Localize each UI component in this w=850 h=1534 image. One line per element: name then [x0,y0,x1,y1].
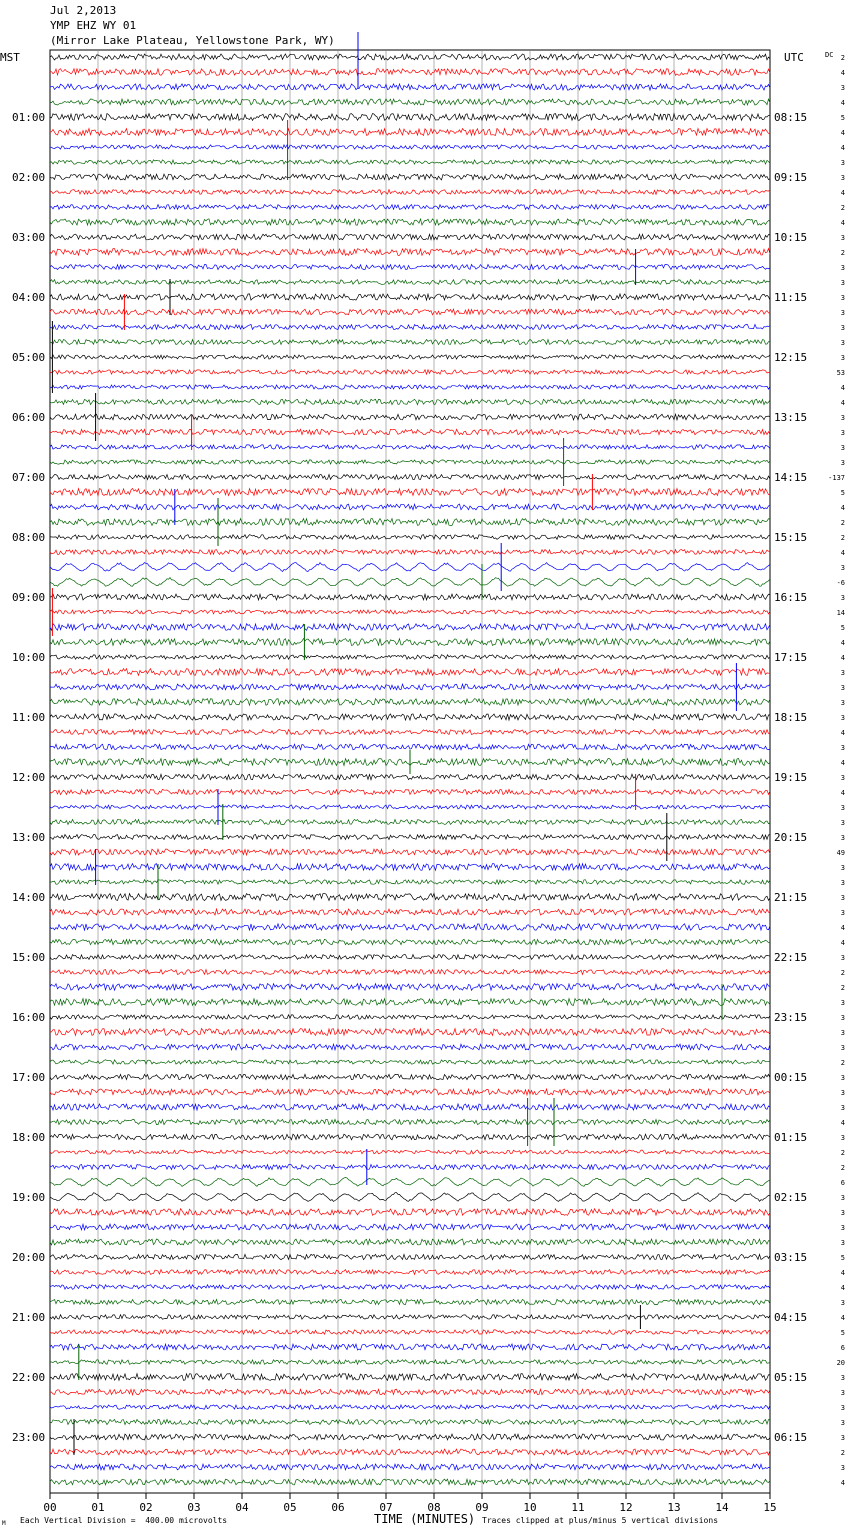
dc-offset-value: 3 [840,1464,845,1472]
utc-time-label: 16:15 [774,591,808,604]
dc-offset-value: 3 [840,1374,845,1382]
seismic-trace [50,1344,770,1350]
dc-offset-value: 3 [840,159,845,167]
mst-time-label: 15:00 [12,951,46,964]
scale-note: Each Vertical Division = 400.00 microvolts [20,1516,228,1525]
dc-offset-value: 5 [840,489,845,497]
dc-offset-value: 4 [840,924,845,932]
seismic-trace [50,1405,770,1409]
seismic-trace [50,1449,770,1455]
utc-time-label: 22:15 [774,951,808,964]
dc-offset-value: 3 [840,1224,845,1232]
seismic-trace [50,730,770,735]
seismic-trace [50,744,770,750]
mst-time-label: 21:00 [12,1311,46,1324]
dc-offset-value: 6 [840,1344,845,1352]
x-tick-label: 12 [619,1501,633,1514]
seismic-trace [50,999,770,1006]
x-tick-label: 02 [139,1501,153,1514]
dc-offset-value: 3 [840,354,845,362]
dc-offset-value: 2 [840,1164,845,1172]
mst-time-label: 19:00 [12,1191,46,1204]
mst-time-label: 01:00 [12,111,46,124]
dc-offset-value: 3 [840,1104,845,1112]
seismic-trace [50,69,770,76]
seismic-trace [50,84,770,90]
seismic-trace [50,414,770,420]
seismic-trace [50,835,770,840]
dc-offset-value: 3 [840,699,845,707]
seismic-trace [50,955,770,960]
seismic-trace [50,1165,770,1170]
utc-time-label: 12:15 [774,351,808,364]
seismic-trace [50,578,770,587]
clip-note: Traces clipped at plus/minus 5 vertical divisions [482,1516,719,1525]
station-location: (Mirror Lake Plateau, Yellowstone Park, WY) [50,34,335,47]
seismic-trace [50,1254,770,1259]
dc-offset-value: 2 [840,204,845,212]
seismic-trace [50,309,770,315]
utc-time-label: 02:15 [774,1191,808,1204]
dc-offset-value: 2 [840,1059,845,1067]
dc-offset-value: 2 [840,519,845,527]
seismic-trace [50,550,770,555]
seismic-trace [50,1134,770,1140]
dc-offset-value: 5 [840,624,845,632]
seismic-trace [50,699,770,706]
dc-offset-value: 3 [840,339,845,347]
seismic-trace [50,325,770,330]
dc-offset-value: 4 [840,129,845,137]
x-tick-label: 06 [331,1501,345,1514]
seismic-trace [50,445,770,449]
x-tick-label: 03 [187,1501,201,1514]
seismic-trace [50,145,770,149]
dc-offset-value: 2 [840,534,845,542]
dc-offset-value: 3 [840,714,845,722]
seismic-trace [50,1330,770,1334]
seismic-trace [50,1374,770,1381]
dc-offset-value: 2 [840,1149,845,1157]
x-tick-label: 15 [763,1501,777,1514]
seismic-trace [50,805,770,809]
x-tick-label: 08 [427,1501,441,1514]
mst-time-label: 08:00 [12,531,46,544]
utc-time-label: 21:15 [774,891,808,904]
seismic-trace [50,639,770,646]
x-tick-label: 09 [475,1501,489,1514]
seismic-trace [50,939,770,944]
mst-time-label: 17:00 [12,1071,46,1084]
seismic-trace [50,655,770,660]
mst-time-label: 02:00 [12,171,46,184]
dc-offset-value: 3 [840,684,845,692]
dc-offset-value: 3 [840,1014,845,1022]
seismic-trace [50,174,770,180]
seismic-trace [50,190,770,195]
seismic-trace [50,234,770,240]
seismic-trace [50,1239,770,1245]
dc-offset-value: 3 [840,279,845,287]
mst-axis-label: MST [0,51,20,64]
seismic-trace [50,1074,770,1079]
seismic-trace [50,984,770,991]
dc-offset-value: 3 [840,1089,845,1097]
dc-offset-value: 3 [840,1029,845,1037]
seismic-trace [50,460,770,464]
utc-time-label: 19:15 [774,771,808,784]
dc-offset-value: 4 [840,144,845,152]
corner-mark: M [2,1520,6,1527]
mst-time-label: 18:00 [12,1131,46,1144]
dc-offset-value: 4 [840,939,845,947]
x-tick-label: 14 [715,1501,729,1514]
seismic-trace [50,563,770,572]
utc-time-label: 09:15 [774,171,808,184]
seismic-trace [50,1270,770,1275]
dc-offset-value: 4 [840,759,845,767]
x-axis-ticks [43,1493,776,1514]
dc-offset-value: 3 [840,444,845,452]
dc-offset-value: 3 [840,1389,845,1397]
utc-time-label: 13:15 [774,411,808,424]
mst-time-label: 16:00 [12,1011,46,1024]
dc-offset-value: 3 [840,1044,845,1052]
seismic-trace [50,909,770,915]
seismic-trace [50,819,770,824]
dc-offset-value: 6 [840,1179,845,1187]
seismic-trace [50,294,770,300]
dc-offset-value: 3 [840,1194,845,1202]
dc-offset-value: 3 [840,414,845,422]
seismic-trace [50,1104,770,1110]
seismic-trace [50,594,770,600]
dc-offset-value: 4 [840,1119,845,1127]
dc-offset-value: 3 [840,174,845,182]
utc-time-label: 20:15 [774,831,808,844]
dc-offset-value: 4 [840,189,845,197]
seismic-trace [50,489,770,496]
seismic-trace [50,1044,770,1050]
utc-time-label: 05:15 [774,1371,808,1384]
dc-offset-value: 3 [840,744,845,752]
seismic-trace [50,1419,770,1424]
seismic-trace [50,1224,770,1230]
seismic-trace [50,160,770,164]
seismic-trace [50,1434,770,1440]
seismic-trace [50,1464,770,1470]
seismic-trace [50,1479,770,1485]
seismic-trace [50,519,770,526]
seismic-trace [50,1209,770,1216]
seismic-trace [50,535,770,540]
dc-offset-value: 3 [840,294,845,302]
dc-offset-value: 5 [840,114,845,122]
utc-time-label: 00:15 [774,1071,808,1084]
utc-time-label: 08:15 [774,111,808,124]
seismic-trace [50,1029,770,1036]
seismic-trace [50,1015,770,1019]
utc-time-label: 14:15 [774,471,808,484]
utc-time-label: 11:15 [774,291,808,304]
seismic-trace [50,385,770,389]
mst-time-label: 22:00 [12,1371,46,1384]
dc-offset-value: 2 [840,969,845,977]
x-tick-label: 13 [667,1501,681,1514]
dc-offset-value: 3 [840,894,845,902]
dc-offset-value: 3 [840,309,845,317]
mst-time-label: 10:00 [12,651,46,664]
dc-offset-value: 3 [840,324,845,332]
seismic-trace [50,1089,770,1095]
dc-offset-value: 2 [840,54,845,62]
dc-offset-value: 3 [840,1434,845,1442]
dc-offset-value: 49 [836,849,845,857]
mst-time-label: 07:00 [12,471,46,484]
seismic-trace [50,924,770,930]
dc-offset-value: 3 [840,1134,845,1142]
utc-time-label: 01:15 [774,1131,808,1144]
seismic-trace [50,1119,770,1124]
seismic-trace [50,219,770,225]
dc-offset-value: 3 [840,1239,845,1247]
dc-offset-value: 3 [840,1404,845,1412]
mst-time-label: 14:00 [12,891,46,904]
x-tick-label: 10 [523,1501,537,1514]
dc-offset-value: 14 [836,609,845,617]
mst-time-label: 13:00 [12,831,46,844]
dc-offset-value: 3 [840,999,845,1007]
dc-offset-value: 4 [840,1269,845,1277]
dc-offset-value: -137 [828,474,845,482]
dc-column-label: DC [825,51,834,59]
dc-offset-value: 3 [840,1299,845,1307]
seismic-trace [50,355,770,359]
utc-time-label: 06:15 [774,1431,808,1444]
dc-offset-value: 4 [840,504,845,512]
seismic-trace [50,1178,770,1187]
seismic-trace [50,1389,770,1395]
seismic-trace [50,129,770,136]
dc-offset-value: 20 [836,1359,845,1367]
dc-offset-value: 4 [840,99,845,107]
seismic-trace [50,370,770,374]
dc-offset-value: 3 [840,774,845,782]
dc-offset-value: 3 [840,804,845,812]
dc-offset-value: 4 [840,654,845,662]
x-tick-label: 11 [571,1501,585,1514]
dc-offset-value: 3 [840,459,845,467]
dc-offset-value: 3 [840,954,845,962]
utc-time-label: 10:15 [774,231,808,244]
seismic-trace [50,684,770,690]
mst-time-label: 11:00 [12,711,46,724]
x-tick-label: 07 [379,1501,393,1514]
dc-offset-value: 3 [840,594,845,602]
seismic-trace [50,249,770,256]
dc-offset-value: 3 [840,1209,845,1217]
dc-offset-value: 5 [840,1254,845,1262]
right-time-labels [774,111,807,1444]
seismic-trace [50,774,770,780]
dc-offset-value: 3 [840,429,845,437]
mst-time-label: 09:00 [12,591,46,604]
seismic-trace [50,714,770,720]
dc-offset-value: 53 [836,369,845,377]
left-time-labels [12,111,45,1444]
seismic-trace [50,789,770,794]
seismic-trace [50,399,770,404]
utc-time-label: 23:15 [774,1011,808,1024]
dc-offset-value: 3 [840,84,845,92]
seismic-trace [50,429,770,435]
seismic-trace [50,474,770,479]
dc-offset-value: 2 [840,1449,845,1457]
dc-offset-value: 4 [840,729,845,737]
dc-offset-value: 3 [840,909,845,917]
seismic-trace [50,1299,770,1304]
x-tick-label: 00 [43,1501,57,1514]
seismic-trace [50,669,770,676]
seismic-trace [50,99,770,105]
seismic-trace [50,1150,770,1154]
seismic-trace [50,114,770,121]
x-tick-label: 05 [283,1501,297,1514]
utc-time-label: 03:15 [774,1251,808,1264]
seismic-trace [50,205,770,210]
dc-offset-value: 3 [840,264,845,272]
dc-offset-value: 4 [840,1479,845,1487]
dc-offset-value: 4 [840,789,845,797]
mst-time-label: 20:00 [12,1251,46,1264]
dc-offset-value: 2 [840,249,845,257]
dc-offset-value: 5 [840,1329,845,1337]
seismic-trace [50,624,770,631]
dc-offset-value: 2 [840,984,845,992]
station-code: YMP EHZ WY 01 [50,19,137,32]
dc-offset-value: 4 [840,1284,845,1292]
utc-axis-label: UTC [784,51,804,64]
seismic-trace [50,280,770,285]
seismic-trace [50,1193,770,1202]
dc-offset-labels [828,54,845,1487]
dc-offset-value: 4 [840,384,845,392]
seismic-trace [50,340,770,345]
utc-time-label: 15:15 [774,531,808,544]
utc-time-label: 18:15 [774,711,808,724]
dc-offset-value: 3 [840,834,845,842]
dc-offset-value: 4 [840,549,845,557]
mst-time-label: 06:00 [12,411,46,424]
seismic-trace [50,1360,770,1365]
mst-time-label: 23:00 [12,1431,46,1444]
utc-time-label: 17:15 [774,651,808,664]
dc-offset-value: 3 [840,669,845,677]
mst-time-label: 03:00 [12,231,46,244]
seismic-trace [50,54,770,60]
mst-time-label: 04:00 [12,291,46,304]
x-axis-title: TIME (MINUTES) [374,1512,476,1526]
dc-offset-value: 3 [840,864,845,872]
seismic-trace [50,610,770,614]
dc-offset-value: 4 [840,219,845,227]
seismic-trace [50,1315,770,1320]
x-tick-label: 04 [235,1501,249,1514]
x-tick-label: 01 [91,1501,105,1514]
seismic-trace [50,1060,770,1064]
dc-offset-value: 4 [840,69,845,77]
dc-offset-value: 4 [840,1314,845,1322]
mst-time-label: 05:00 [12,351,46,364]
dc-offset-value: 3 [840,234,845,242]
seismic-trace [50,970,770,975]
dc-offset-value: 3 [840,1419,845,1427]
mst-time-label: 12:00 [12,771,46,784]
dc-offset-value: 3 [840,819,845,827]
seismic-trace [50,265,770,270]
utc-time-label: 04:15 [774,1311,808,1324]
dc-offset-value: 4 [840,639,845,647]
dc-offset-value: 3 [840,879,845,887]
dc-offset-value: 3 [840,1074,845,1082]
seismic-trace [50,504,770,510]
dc-offset-value: 4 [840,399,845,407]
seismic-trace [50,1285,770,1290]
seismic-trace [50,849,770,855]
dc-offset-value: -6 [836,579,845,587]
record-date: Jul 2,2013 [50,4,117,17]
dc-offset-value: 3 [840,564,845,572]
